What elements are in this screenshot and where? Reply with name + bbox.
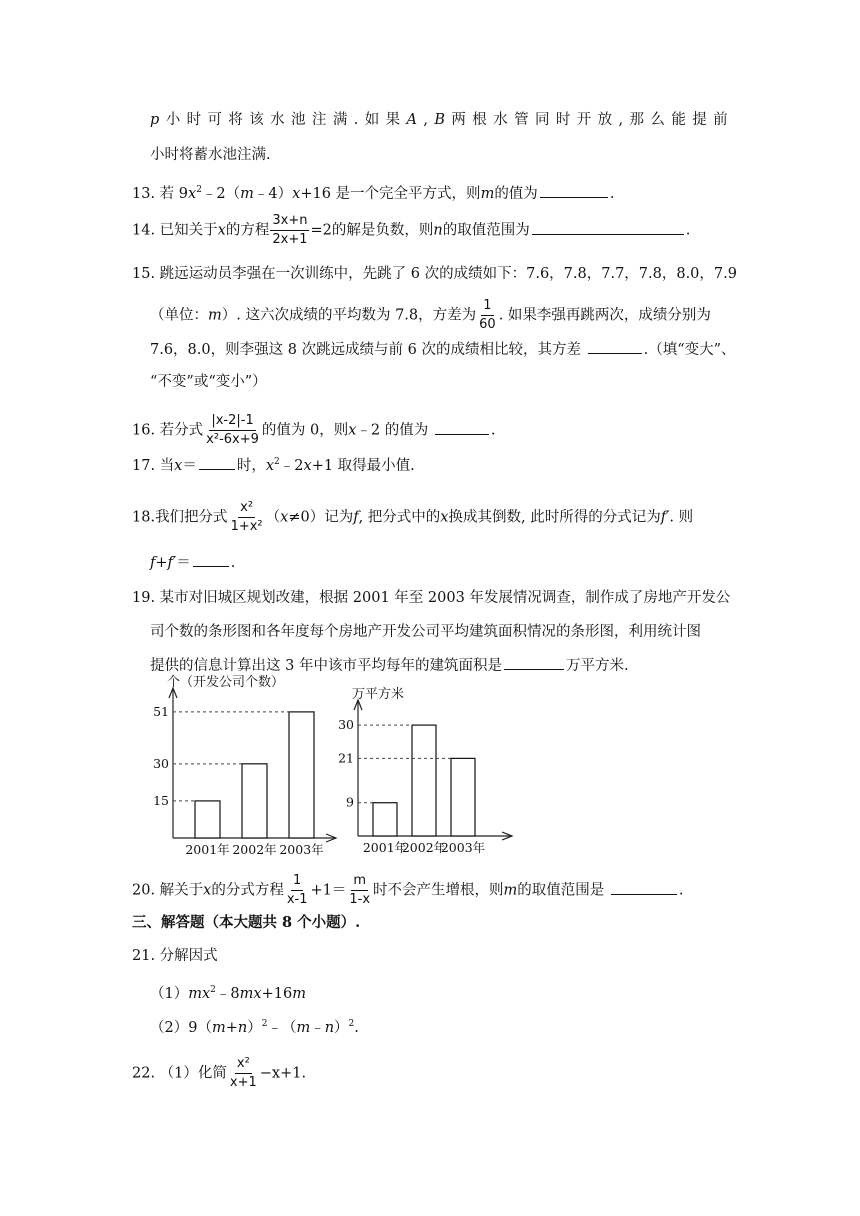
question-14: 14. 已知关于x的方程 $\frac{3x+n}{2x+1}$ =2的解是负数，则n的取值范围为 . <box>132 213 691 247</box>
word: 将 <box>228 112 243 128</box>
word: 果 <box>385 112 401 128</box>
word: 时 <box>555 112 571 128</box>
question-13: 13. 若 $9x^2﹣2(m﹣4)x+16$ 是一个完全平方式，则m的值为 . <box>132 180 614 204</box>
question-18: 18.我们把分式 $\frac{\text{x²}}{\text{1+x²}}$ （x≠0）记为f, 把分式中的x换成其倒数, 此时所得的分式记为f′. 则 <box>132 500 694 534</box>
fraction: $\frac{\text{x²}}{\text{1+x²}}$ <box>230 500 263 534</box>
q12-continuation-line2: 小时将蓄水池注满. <box>150 147 271 163</box>
y-tick-label: 51 <box>153 703 169 719</box>
question-19-line3: 提供的信息计算出这 3 年中该市平均每年的建筑面积是 万平方米. <box>150 655 629 676</box>
question-20: 20. 解关于x的分式方程 $\frac{1}{x-1}$ +1＝ $\frac{m}{1-x}$ 时不会产生增根，则m的取值范围是 . <box>132 873 684 907</box>
fraction: $\frac{|x-2|-1}{\text{x²-6x+9}}$ <box>206 413 259 447</box>
word: 池 <box>291 112 306 128</box>
word: p <box>150 112 160 128</box>
word: 如 <box>364 112 380 128</box>
word: 同 <box>534 112 550 128</box>
question-15-line3: 7.6，8.0，则李强这 8 次跳远成绩与前 6 次的成绩相比较，其方差 .（填“变大”、 <box>150 339 736 360</box>
word: 么 <box>650 112 665 128</box>
q12-continuation-line <box>150 110 728 130</box>
answer-blank[interactable] <box>504 655 564 670</box>
answer-blank[interactable] <box>611 880 677 895</box>
x-tick-label: 2003年 <box>440 840 486 855</box>
word: 小 <box>165 112 181 128</box>
word: 水 <box>270 112 285 128</box>
y-tick-label: 9 <box>346 794 354 810</box>
question-15-line1: 15. 跳远运动员李强在一次训练中，先跳了 6 次的成绩如下：7.6，7.8，7.7，7.8，8.0，7.9 <box>132 266 737 282</box>
word: 根 <box>472 112 487 128</box>
x-tick-label: 2003年 <box>279 842 324 857</box>
bar <box>451 758 475 836</box>
word: 开 <box>576 112 592 128</box>
x-tick-label: 2002年 <box>401 840 447 855</box>
building-area-bar-chart <box>338 687 515 865</box>
word: 该 <box>249 112 264 128</box>
question-21-part1: $(1)mx^2﹣8mx+16m$ <box>150 985 306 1002</box>
x-tick-label: 2001年 <box>362 840 408 855</box>
word: 注 <box>311 112 327 128</box>
fraction: $\frac{\text{x²}}{x+1}$ <box>229 1056 257 1090</box>
fraction: $\frac{1}{x-1}$ <box>286 873 308 907</box>
word: A <box>406 112 417 128</box>
bar <box>373 803 397 836</box>
word: 管 <box>514 112 529 128</box>
word: , <box>423 112 428 128</box>
bar <box>242 764 267 838</box>
question-21: 21. 分解因式 <box>132 948 218 964</box>
word: 能 <box>671 112 686 128</box>
word: 时 <box>186 112 202 128</box>
question-18-line2: f+f′＝ . <box>150 552 235 573</box>
question-22: 22. （1）化简 $\frac{\text{x²}}{x+1}$ −x+1. <box>132 1056 307 1090</box>
fraction: $\frac{m}{1-x}$ <box>349 873 371 907</box>
word: 前 <box>713 112 728 128</box>
question-17: 17. 当x＝ 时，$x^2﹣2x+1$ 取得最小值. <box>132 452 415 476</box>
word: . <box>353 112 359 128</box>
answer-blank[interactable] <box>532 220 684 235</box>
y-tick-label: 15 <box>153 792 169 808</box>
y-axis-label: 万平方米 <box>352 687 405 702</box>
question-16: 16. 若分式 $\frac{|x-2|-1}{\text{x²-6x+9}}$ 的值为 0，则x﹣2 的值为 . <box>132 413 496 447</box>
fraction: $\frac{3x+n}{2x+1}$ <box>272 213 308 247</box>
y-tick-label: 21 <box>338 750 354 766</box>
answer-blank[interactable] <box>199 455 235 470</box>
question-15-line2: （单位：m）. 这六次成绩的平均数为 7.8，方差为 $\frac{1}{60}$ . 如果李强再跳两次，成绩分别为 <box>150 298 711 332</box>
question-19-line1: 19. 某市对旧城区规划改建，根据 2001 年至 2003 年发展情况调查，制作成了房地产开发公 <box>132 590 731 606</box>
word: 满 <box>332 112 348 128</box>
answer-blank[interactable] <box>193 552 229 567</box>
y-tick-label: 30 <box>338 717 354 733</box>
word: 放 <box>597 112 613 128</box>
bar <box>195 801 220 838</box>
section-3-heading: 三、解答题（本大题共 8 个小题）. <box>132 914 361 931</box>
word: B <box>434 112 446 128</box>
answer-blank[interactable] <box>435 420 489 435</box>
word: 两 <box>451 112 466 128</box>
question-19-line2: 司个数的条形图和各年度每个房地产开发公司平均建筑面积情况的条形图，利用统计图 <box>150 624 701 640</box>
word: 提 <box>692 112 707 128</box>
word: 那 <box>629 112 645 128</box>
bar <box>412 725 436 836</box>
fraction: $\frac{1}{60}$ <box>479 298 496 332</box>
y-axis-label: 个（开发公司个数） <box>167 675 285 690</box>
bar <box>289 712 314 838</box>
question-15-line4: “不变”或“变小”） <box>150 374 267 390</box>
question-21-part2: $(2)9(m+n)^2﹣(m﹣n)^2$. <box>150 1019 359 1036</box>
word: 水 <box>493 112 508 128</box>
word: 可 <box>207 112 222 128</box>
word: , <box>618 112 624 128</box>
y-tick-label: 30 <box>153 755 169 771</box>
answer-blank[interactable] <box>588 339 642 354</box>
x-tick-label: 2002年 <box>232 842 277 857</box>
company-count-bar-chart <box>140 675 340 865</box>
x-tick-label: 2001年 <box>185 842 230 857</box>
answer-blank[interactable] <box>540 183 608 198</box>
